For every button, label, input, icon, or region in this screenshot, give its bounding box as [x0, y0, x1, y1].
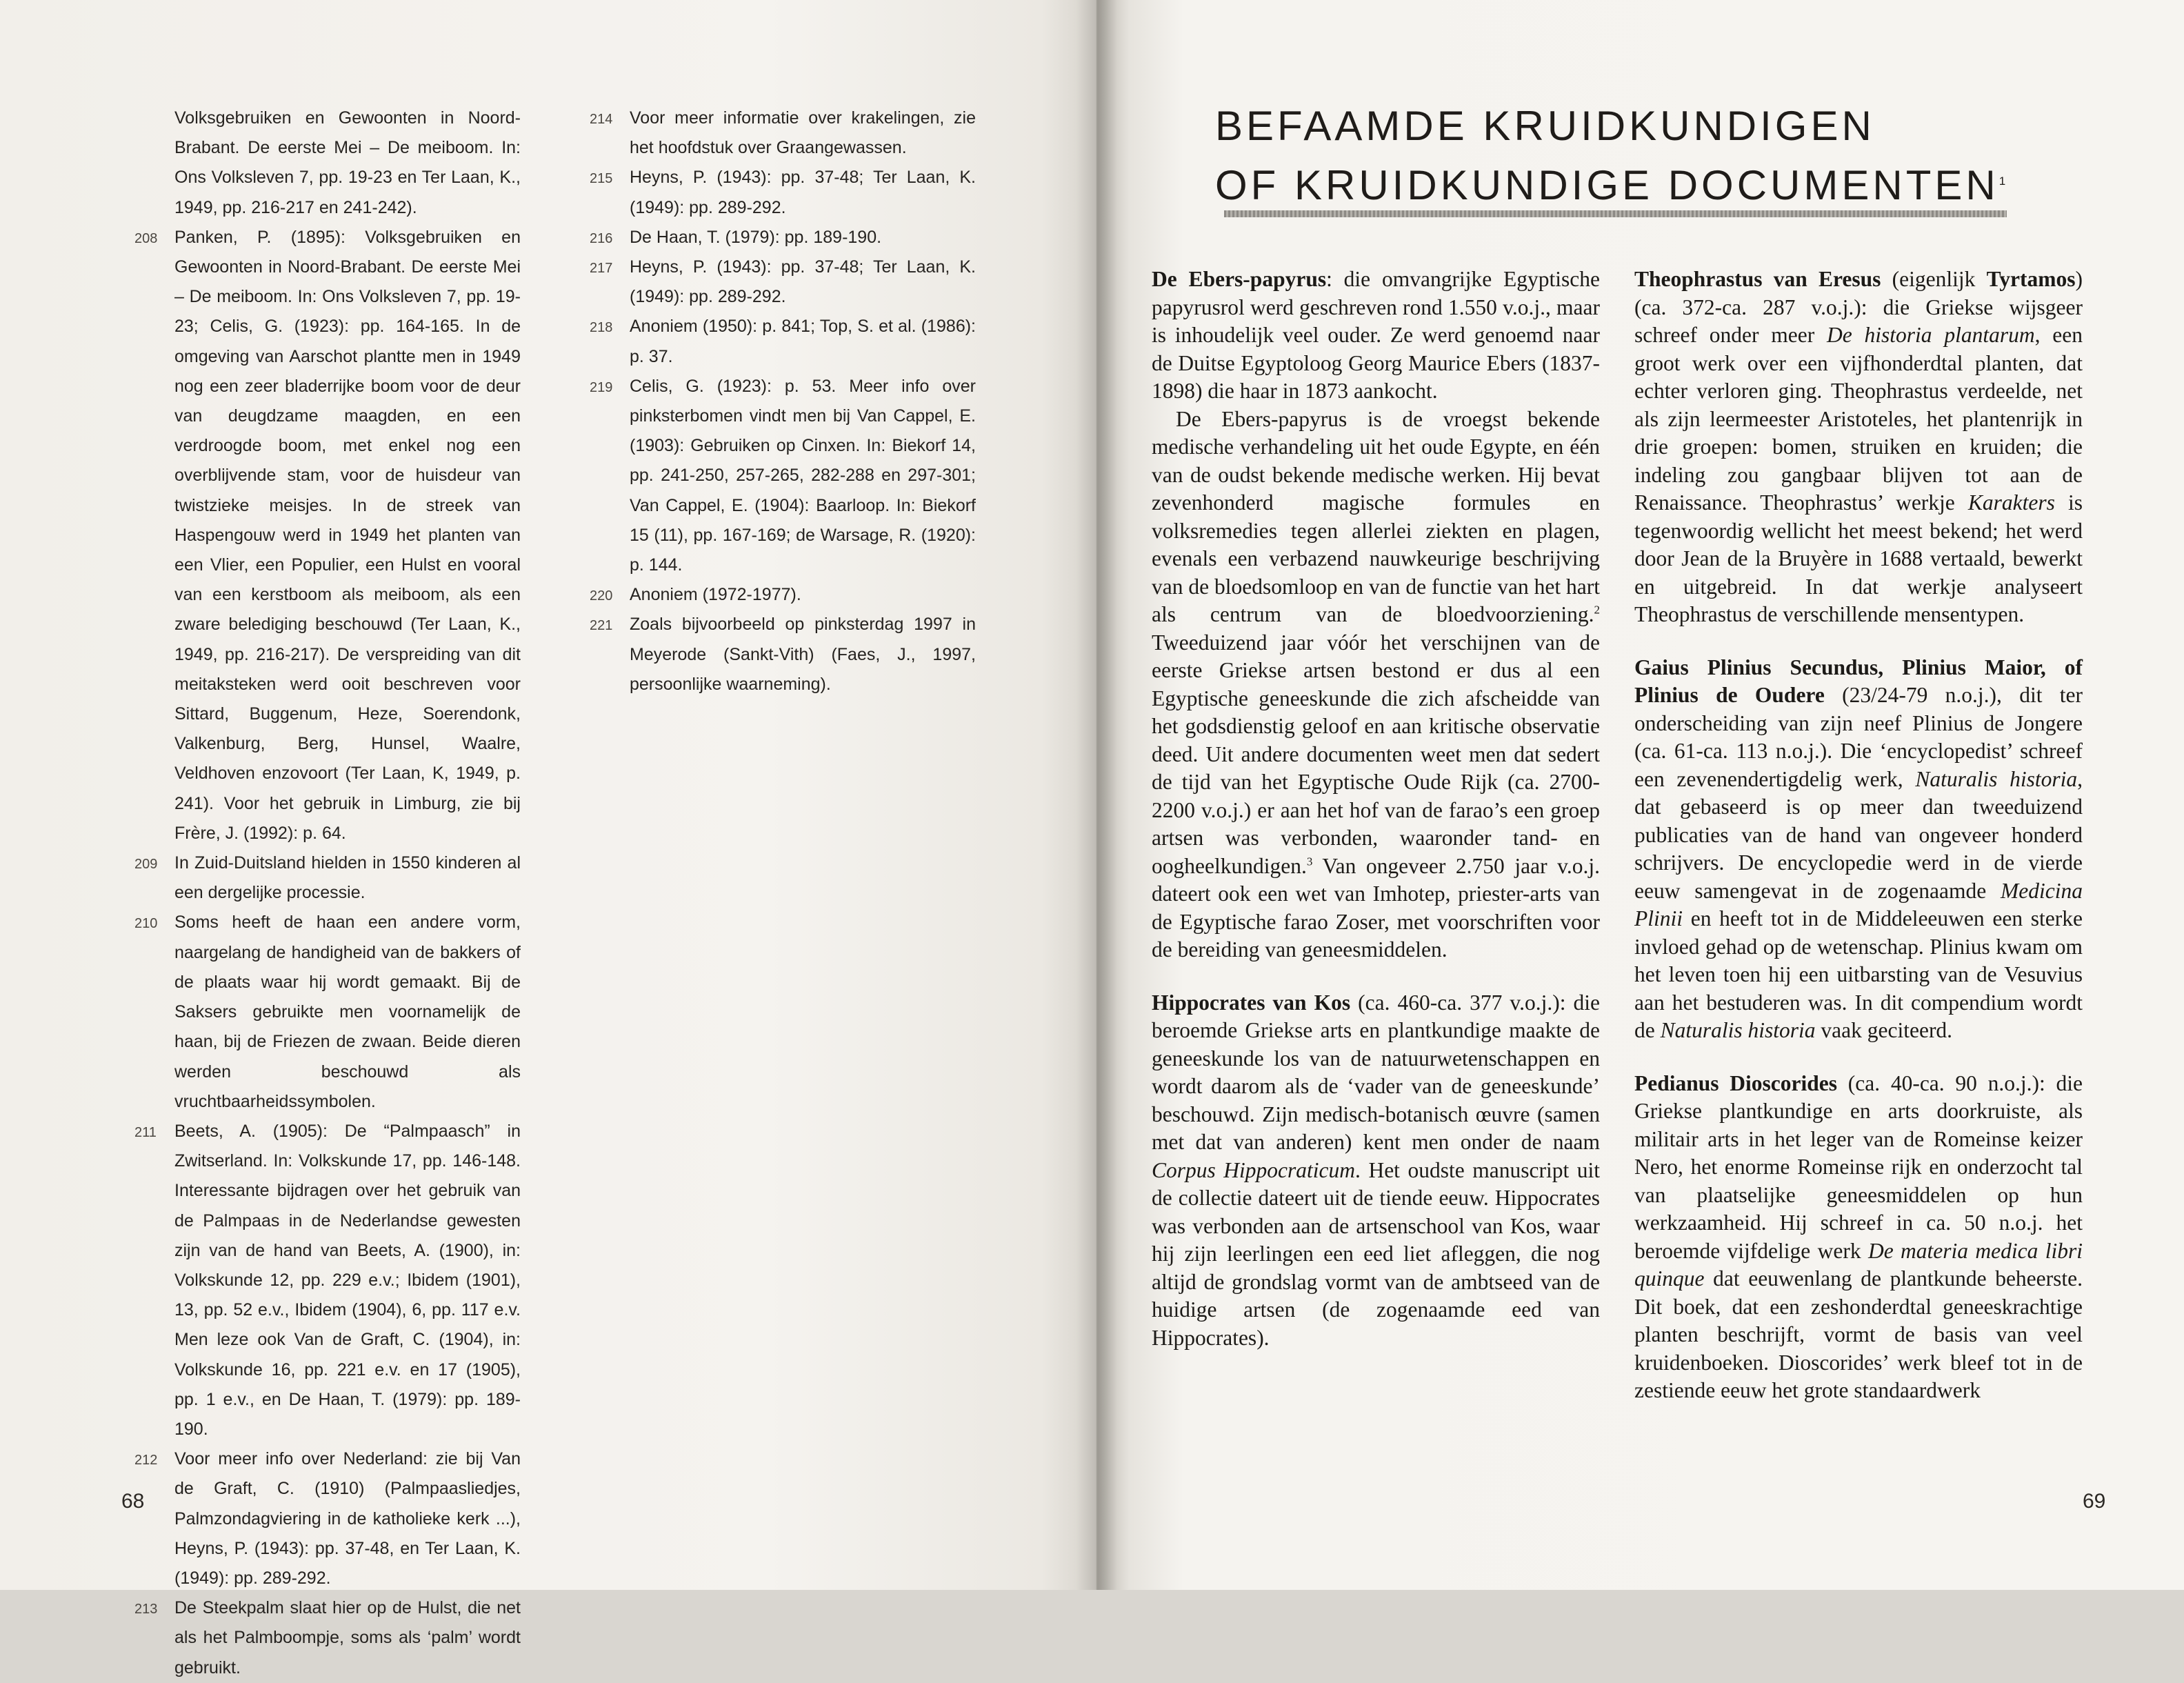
footnote-text: Heyns, P. (1943): pp. 37-48; Ter Laan, K. (1949): pp. 289-292.	[630, 257, 976, 307]
footnote	[134, 1444, 521, 1593]
heading-line-1: BEFAAMDE KRUIDKUNDIGEN	[1215, 103, 1875, 149]
heading-rule	[1224, 210, 2007, 217]
entry-term: Theophrastus van Eresus	[1634, 267, 1881, 291]
entry-term: Pedianus Dioscorides	[1634, 1070, 1838, 1095]
note-ref: 2	[1594, 603, 1600, 617]
footnote	[590, 252, 976, 312]
footnote-number: 220	[590, 588, 613, 604]
page-number-right: 69	[2083, 1490, 2106, 1513]
page-number-left: 68	[121, 1490, 145, 1513]
entry-dioscorides: Pedianus Dioscorides (ca. 40-ca. 90 n.o.j.): die Griekse plantkundige en arts doorkruiste, als militair arts in het leger van de Romeinse keizer Nero, het enorme Romeinse rijk en onderzocht tal van plaatselijke geneesmiddelen op hun werkzaamheid. Hij schreef in ca. 50 n.o.j. het beroemde vijfdelige werk De materia medica libri quinque dat eeuwenlang de plantkunde beheerste. Dit boek, dat een zeshonderdtal geneeskrachtige planten beschrijft, vormt de basis van veel kruidenboeken. Dioscorides’ werk bleef tot in de zestiende eeuw het grote standaardwerk	[1634, 1070, 2083, 1402]
footnote	[590, 372, 976, 580]
footnote	[590, 312, 976, 371]
footnote-number: 211	[134, 1124, 157, 1140]
entry-ebers-papyrus: De Ebers-papyrus: die omvangrijke Egyptische papyrusrol werd geschreven rond 1.550 v.o.j., maar is inhoudelijk veel ouder. Ze werd genoemd naar de Duitse Egyptoloog Georg Maurice Ebers (1837-1898) die haar in 1873 aankocht.	[1152, 267, 1600, 403]
footnote	[134, 848, 521, 908]
footnote-number: 221	[590, 618, 613, 634]
heading-line-2: OF KRUIDKUNDIGE DOCUMENTEN$^1$	[1215, 162, 2010, 208]
chapter-heading	[1215, 97, 2009, 215]
footnote-number: 209	[134, 857, 158, 873]
footnote-text: Anoniem (1950): p. 841; Top, S. et al. (1986): p. 37.	[630, 317, 976, 366]
footnote-text: Heyns, P. (1943): pp. 37-48; Ter Laan, K. (1949): pp. 289-292.	[630, 168, 976, 217]
footnote-number: 215	[590, 171, 613, 187]
entry-theophrastus: Theophrastus van Eresus (eigenlijk Tyrtamos) (ca. 372-ca. 287 v.o.j.): die Griekse wijsgeer schreef onder meer De historia plantarum, een groot werk over een vijfhonderdtal planten, dat echter verloren ging. Theophrastus verdeelde, net als zijn leermeester Aristoteles, het plantenrijk in drie groepen: bomen, struiken en kruiden; die indeling zou gangbaar blijven tot aan de Renaissance. Theophrastus’ werkje Karakters is tegenwoordig wellicht het meest bekend; het werd door Jean de la Bruyère in 1688 vertaald, bewerkt en uitgebreid. In dat werkje analyseert Theophrastus de verschillende mensentypen.	[1634, 267, 2083, 626]
body-column-1	[1152, 266, 1600, 1352]
footnote-number: 213	[134, 1602, 158, 1617]
footnote-number: 218	[590, 320, 613, 336]
footnote-text: Zoals bijvoorbeeld op pinksterdag 1997 in Meyerode (Sankt-Vith) (Faes, J., 1997, persoonlijke waarneming).	[630, 615, 976, 694]
note-ref: 3	[1306, 855, 1313, 868]
entry-term: Hippocrates van Kos	[1152, 990, 1351, 1015]
footnote-number: 219	[590, 379, 613, 395]
right-page	[1096, 0, 2184, 1590]
footnote	[590, 610, 976, 699]
footnote-text: Beets, A. (1905): De “Palmpaasch” in Zwitserland. In: Volkskunde 17, pp. 146-148. Interessante bijdragen over het gebruik van de Palmpaas in de Nederlandse gewesten zijn van de hand van Beets, A. (1900), in: Volkskunde 12, pp. 229 e.v.; Ibidem (1901), 13, pp. 52 e.v., Ibidem (1904), 6, pp. 117 e.v. Men leze ook Van de Graft, C. (1904), in: Volkskunde 16, pp. 221 e.v. en 17 (1905), pp. 1 e.v., en De Haan, T. (1979): pp. 189-190.	[174, 1121, 521, 1439]
footnote	[134, 1117, 521, 1444]
footnote	[134, 103, 521, 223]
footnote	[134, 223, 521, 848]
footnote-text: In Zuid-Duitsland hielden in 1550 kinderen al een dergelijke processie.	[174, 853, 521, 903]
footnotes-column-1	[134, 103, 521, 1683]
footnote-text: Panken, P. (1895): Volksgebruiken en Gewoonten in Noord-Brabant. De eerste Mei – De meiboom. In: Ons Volksleven 7, pp. 19-23; Celis, G. (1923): pp. 164-165. In de omgeving van Aarschot plantte men in 1949 nog een zeer bladerrijke boom voor de deur van deugdzame maagden, en een verdroogde boom, met enkel nog een overblijvende stam, voor de huisdeur van twistzieke meisjes. In de streek van Haspengouw werd in 1949 het planten van een Vlier, een Populier, een Hulst en vooral van een kerstboom als meiboom, als een zware belediging beschouwd (Ter Laan, K., 1949, pp. 216-217). De verspreiding van dit meitaksteken werd ooit beschreven voor Sittard, Buggenum, Heze, Soerendonk, Valkenburg, Berg, Hunsel, Waalre, Veldhoven enzovoort (Ter Laan, K, 1949, p. 241). Voor het gebruik in Limburg, zie bij Frère, J. (1992): p. 64.	[174, 227, 521, 843]
footnote	[134, 908, 521, 1116]
paragraph-ebers-continued: De Ebers-papyrus is de vroegst bekende medische verhandeling uit het oude Egypte, en één van de oudst bekende medische werken. Hij bevat zevenhonderd magische formules en volksremedies tegen allerlei ziekten en plagen, evenals een verbazend nauwkeurige beschrijving van de bloedsomloop en van de functie van het hart als centrum van de bloedvoorziening.$^2$ Tweeduizend jaar vóór het verschijnen van de eerste Griekse artsen bestond er dus al een Egyptische geneeskunde die zich afscheidde van het godsdienstig geloof en aan kritische observatie deed. Uit andere documenten weet men dat sedert de tijd van het Egyptische Oude Rijk (ca. 2700-2200 v.o.j.) er aan het hof van de farao’s een groep artsen was verbonden, waaronder tand- en oogheelkundigen.$^3$ Van ongeveer 2.750 jaar v.o.j. dateert ook een wet van Imhotep, priester-arts van de Egyptische farao Zoser, met voorschriften voor de bereiding van geneesmiddelen.	[1152, 406, 1600, 962]
footnote-text: Anoniem (1972-1977).	[630, 585, 801, 605]
footnote-text: Volksgebruiken en Gewoonten in Noord-Brabant. De eerste Mei – De meiboom. In: Ons Volksleven 7, pp. 19-23 en Ter Laan, K., 1949, pp. 216-217 en 241-242).	[174, 108, 521, 217]
footnote	[590, 103, 976, 163]
footnote-number: 216	[590, 230, 613, 246]
footnote	[134, 1593, 521, 1683]
footnote-text: Celis, G. (1923): p. 53. Meer info over pinksterbomen vindt men bij Van Cappel, E. (1903): Gebruiken op Cinxen. In: Biekorf 14, pp. 241-250, 257-265, 282-288 en 297-301; Van Cappel, E. (1904): Baarloop. In: Biekorf 15 (11), pp. 167-169; de Warsage, R. (1920): p. 144.	[630, 376, 976, 575]
footnote	[590, 163, 976, 222]
footnote-number: 217	[590, 261, 613, 277]
entry-term: Gaius Plinius Secundus, Plinius Maior, of Plinius de Oudere	[1634, 655, 2083, 707]
footnote-text: De Steekpalm slaat hier op de Hulst, die net als het Palmboompje, soms als ‘palm’ wordt gebruikt.	[174, 1598, 521, 1677]
footnote	[590, 580, 976, 610]
footnote-text: Soms heeft de haan een andere vorm, naargelang de handigheid van de bakkers of de plaats waar hij wordt gemaakt. Bij de Saksers gebruikte men voornamelijk de haan, bij de Friezen de zwaan. Beide dieren werden beschouwd als vruchtbaarheidssymbolen.	[174, 913, 521, 1111]
footnote-number: 214	[590, 112, 613, 127]
footnote-number: 210	[134, 916, 158, 932]
body-column-2	[1634, 266, 2083, 1405]
entry-hippocrates: Hippocrates van Kos (ca. 460-ca. 377 v.o.j.): die beroemde Griekse arts en plantkundige maakte de geneeskunde los van de natuurwetenschappen en wordt daarom als de ‘vader van de geneeskunde’ beschouwd. Zijn medisch-botanisch œuvre (samen met dat van anderen) kent men onder de naam Corpus Hippocraticum. Het oudste manuscript uit de collectie dateert uit de tiende eeuw. Hippocrates was verbonden aan de artsenschool van Kos, waar hij zijn leerlingen een eed liet afleggen, die nog altijd de grondslag vormt van de ambtseed van de huidige artsen (de zogenaamde eed van Hippocrates).	[1152, 990, 1601, 1350]
entry-plinius: Gaius Plinius Secundus, Plinius Maior, of Plinius de Oudere (23/24-79 n.o.j.), dit ter onderscheiding van zijn neef Plinius de Jongere (ca. 61-ca. 113 n.o.j.). Die ‘encyclopedist’ schreef een zevenendertigdelig werk, Naturalis historia, dat gebaseerd is op meer dan tweeduizend publicaties van de hand van ongeveer honderd schrijvers. De encyclopedie werd in de vierde eeuw samengevat in de zogenaamde Medicina Plinii en heeft tot in de Middeleeuwen een sterke invloed gehad op de wetenschap. Plinius kwam om het leven toen hij een uitbarsting van de Vesuvius aan het bestuderen was. In dit compendium wordt de Naturalis historia vaak geciteerd.	[1634, 655, 2083, 1042]
footnote-text: Voor meer info over Nederland: zie bij Van de Graft, C. (1910) (Palmpaasliedjes, Palmzondagviering in de katholieke kerk ...), Heyns, P. (1943): pp. 37-48, en Ter Laan, K. (1949): pp. 289-292.	[174, 1449, 521, 1588]
entry-term: De Ebers-papyrus	[1152, 267, 1327, 291]
book-gutter	[1076, 0, 1117, 1590]
footnote-text: De Haan, T. (1979): pp. 189-190.	[630, 227, 882, 247]
footnote	[590, 223, 976, 252]
footnote-text: Voor meer informatie over krakelingen, zie het hoofdstuk over Graangewassen.	[630, 108, 976, 158]
footnote-number: 212	[134, 1453, 158, 1468]
footnote-number: 208	[134, 230, 158, 246]
heading-note-ref: 1	[1998, 175, 2010, 188]
footnotes-column-2	[590, 103, 976, 699]
